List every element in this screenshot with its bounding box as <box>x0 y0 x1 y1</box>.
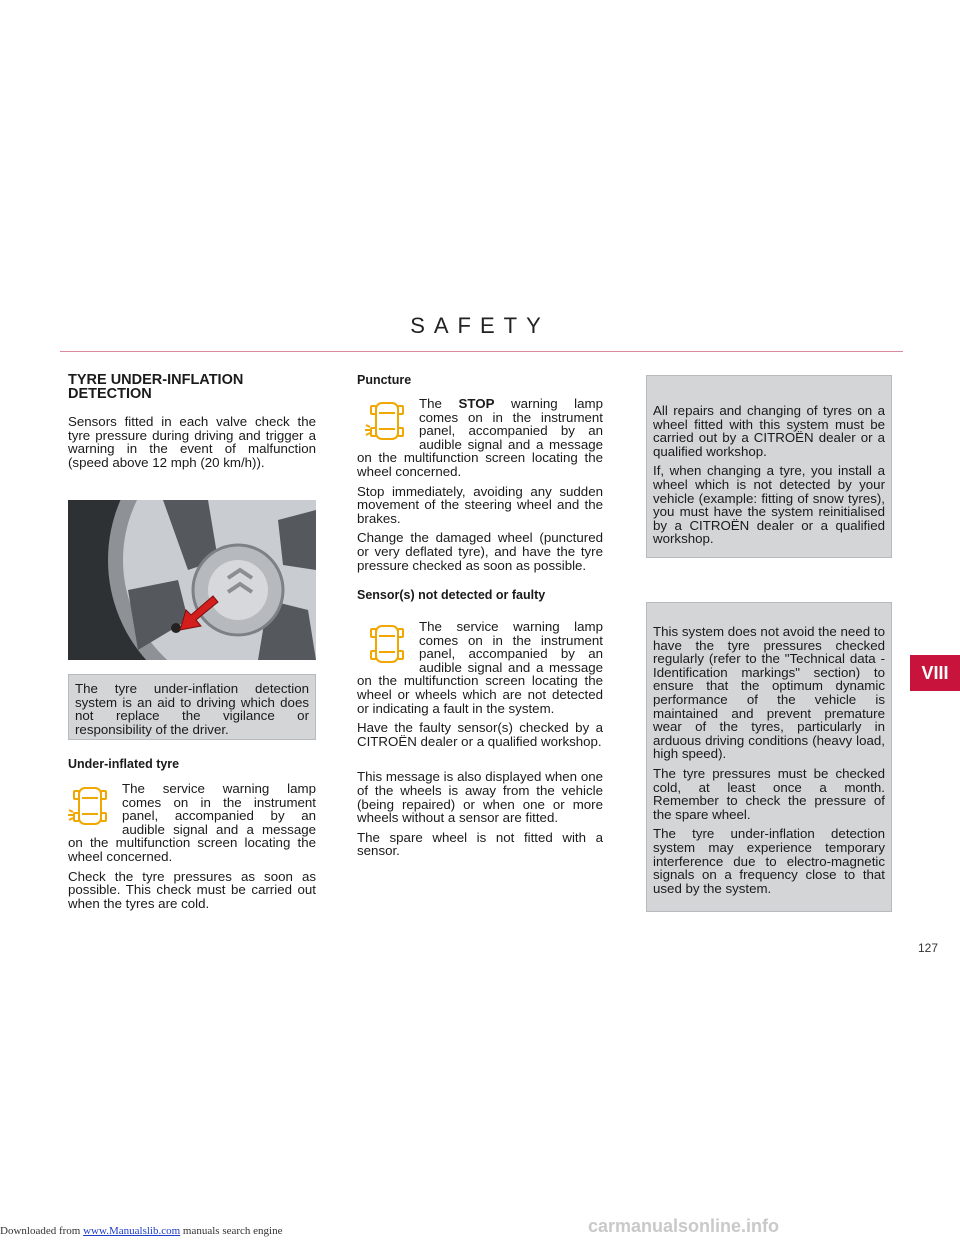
repairs-paragraph-1: All repairs and changing of tyres on a wheel fitted with this system must be carried out by a CITROËN dealer or a qualified workshop. <box>653 403 885 459</box>
column-2 <box>357 373 603 578</box>
sensor-paragraph-1: The service warning lamp comes on in the instrument panel, accompanied by an audible signal and a message on the multifunction screen locating the wheel or wheels which are not detected or indicating a fault in the system. <box>357 619 603 716</box>
intro-paragraph: Sensors fitted in each valve check the tyre pressure during driving and trigger a warning in the event of malfunction (speed above 12 mph (20 km/h)). <box>68 414 316 470</box>
puncture-paragraph-3: Change the damaged wheel (punctured or very deflated tyre), and have the tyre pressure checked as soon as possible. <box>357 530 603 573</box>
sensor-paragraph-2: Have the faulty sensor(s) checked by a CITROËN dealer or a qualified workshop. <box>357 720 603 749</box>
puncture-text-pre: The <box>419 396 459 411</box>
pressure-paragraph-2: The tyre pressures must be checked cold, at least once a month. Remember to check the pressure of the spare wheel. <box>653 765 885 822</box>
wheel-valve-photo <box>68 500 316 660</box>
puncture-text-post: warning lamp comes on in the instrument panel, accompanied by an audible signal and a message on the multifunction screen locating the wheel concerned. <box>357 396 604 479</box>
stop-label: STOP <box>458 396 495 411</box>
watermark: carmanualsonline.info <box>588 1216 780 1236</box>
tyre-pressure-warning-icon <box>365 397 409 445</box>
wheel-illustration <box>68 500 316 660</box>
pressure-paragraph-3: The tyre under-inflation detection system may experience temporary interference due to electro-magnetic signals on a frequency close to that used by the system. <box>653 826 885 896</box>
chapter-tab: VIII <box>910 655 960 691</box>
underinflated-paragraph-1: The service warning lamp comes on in the instrument panel, accompanied by an audible signal and a message on the multifunction screen locating the wheel concerned. <box>68 781 316 864</box>
header-divider <box>60 351 903 352</box>
sensor-paragraph-3: This message is also displayed when one of the wheels is away from the vehicle (being repaired) or when one or more wheels without a sensor are fitted. <box>357 769 603 826</box>
footer-suffix: manuals search engine <box>180 1225 283 1237</box>
page-title: SAFETY <box>410 313 550 338</box>
pressure-paragraph-1: This system does not avoid the need to have the tyre pressures checked regularly (refer to the "Technical data - Identification markings" section) to ensure that the optimum dynamic performance of the vehicle is maintained and prevent premature wear of the tyres, particularly in arduous driving conditions (heavy load, high speed). <box>653 624 885 762</box>
sensor-section <box>357 588 603 864</box>
page-number: 127 <box>918 941 939 955</box>
download-footer <box>0 1225 282 1237</box>
tyre-pressure-warning-icon <box>68 782 112 830</box>
puncture-paragraph-2: Stop immediately, avoiding any sudden movement of the steering wheel and the brakes. <box>357 483 603 526</box>
sensor-heading: Sensor(s) not detected or faulty <box>357 588 546 602</box>
tyre-pressure-warning-icon <box>365 620 409 668</box>
footer-prefix: Downloaded from <box>0 1225 84 1237</box>
section-heading: TYRE UNDER-INFLATION DETECTION <box>68 372 244 402</box>
repairs-info-box <box>646 375 892 558</box>
manualslib-link[interactable]: www.Manualslib.com <box>83 1225 181 1237</box>
column-1 <box>68 373 316 475</box>
underinflated-paragraph-2: Check the tyre pressures as soon as possible. This check must be carried out when the tyres are cold. <box>68 868 316 911</box>
underinflated-heading: Under-inflated tyre <box>68 757 180 771</box>
sensor-paragraph-4: The spare wheel is not fitted with a sensor. <box>357 829 603 859</box>
underinflated-section <box>68 757 316 916</box>
repairs-paragraph-2: If, when changing a tyre, you install a wheel which is not detected by your vehicle (example: fitting of snow tyres), you must have the system reinitialised by a CITROËN dealer or a qualified workshop. <box>653 463 885 547</box>
puncture-heading: Puncture <box>357 373 412 387</box>
driver-responsibility-notice <box>68 674 316 740</box>
pressure-check-info-box <box>646 602 892 912</box>
notice-text: The tyre under-inflation detection system is an aid to driving which does not replace the vigilance or responsibility of the driver. <box>75 681 309 737</box>
